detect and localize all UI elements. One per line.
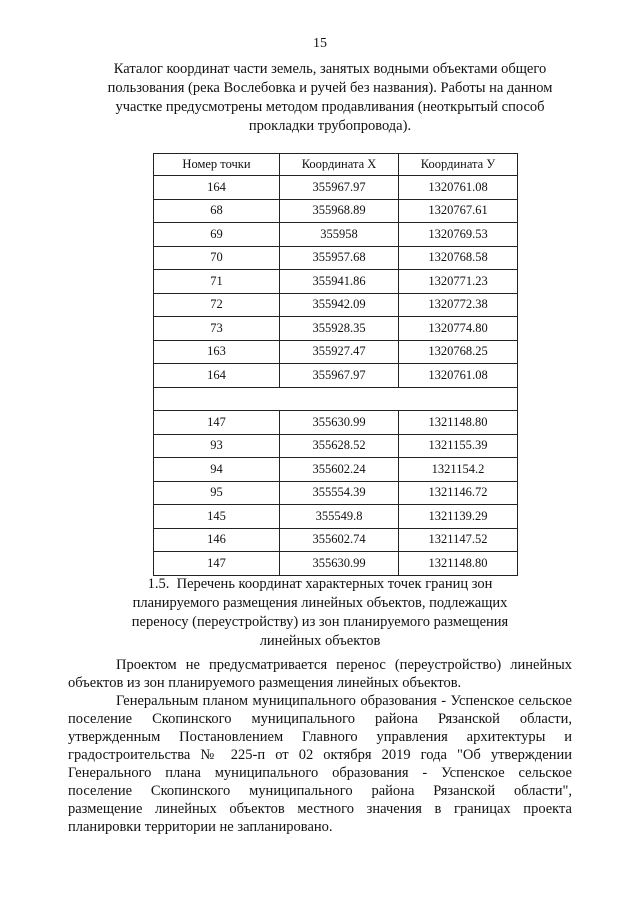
cell-point-number: 94 [154,458,280,482]
cell-coordinate-x: 355602.74 [280,528,399,552]
table-row [154,340,518,364]
cell-coordinate-y: 1320761.08 [399,176,518,200]
cell-coordinate-x: 355942.09 [280,293,399,317]
table-row [154,223,518,247]
table-caption: Каталог координат части земель, занятых водными объектами общего пользования (река Вослебовка и ручей без названия). Работы на данном участке предусмотрены методом продавливания (неоткрытый способ прокладки трубопровода). [107,61,553,134]
cell-point-number: 71 [154,270,280,294]
cell-coordinate-x: 355554.39 [280,481,399,505]
table-body [154,176,518,576]
cell-point-number: 146 [154,528,280,552]
cell-coordinate-x: 355968.89 [280,199,399,223]
paragraph-no-relocation: Проектом не предусматривается перенос (переустройство) линейных объектов из зон планируемого размещения линейных объектов. [68,657,572,691]
table-separator-row [154,387,518,411]
cell-point-number: 73 [154,317,280,341]
cell-coordinate-x: 355549.8 [280,505,399,529]
cell-point-number: 68 [154,199,280,223]
table-row [154,505,518,529]
table-row [154,481,518,505]
table-row [154,434,518,458]
cell-point-number: 72 [154,293,280,317]
cell-coordinate-x: 355927.47 [280,340,399,364]
cell-coordinate-x: 355630.99 [280,552,399,576]
cell-point-number: 95 [154,481,280,505]
cell-coordinate-x: 355630.99 [280,411,399,435]
section-number: 1.5. [147,576,170,592]
cell-coordinate-x: 355967.97 [280,364,399,388]
section-title: Перечень координат характерных точек границ зон планируемого размещения линейных объектов, подлежащих переносу (переустройству) из зон планируемого размещения линейных объектов [131,576,509,649]
cell-coordinate-y: 1320772.38 [399,293,518,317]
cell-coordinate-y: 1321148.80 [399,552,518,576]
header-coordinate-y: Координата У [399,154,518,176]
separator-cell [154,387,518,411]
cell-coordinate-y: 1320771.23 [399,270,518,294]
header-point-number: Номер точки [154,154,280,176]
cell-coordinate-y: 1320761.08 [399,364,518,388]
page-number: 15 [313,36,327,51]
table-row [154,246,518,270]
cell-point-number: 69 [154,223,280,247]
cell-coordinate-x: 355957.68 [280,246,399,270]
table-row [154,176,518,200]
cell-coordinate-y: 1320769.53 [399,223,518,247]
cell-coordinate-y: 1321139.29 [399,505,518,529]
cell-coordinate-y: 1321147.52 [399,528,518,552]
cell-coordinate-y: 1320767.61 [399,199,518,223]
cell-coordinate-x: 355928.35 [280,317,399,341]
cell-coordinate-y: 1321146.72 [399,481,518,505]
table-row [154,411,518,435]
table-row [154,552,518,576]
cell-coordinate-y: 1320774.80 [399,317,518,341]
table-row [154,458,518,482]
table-row [154,199,518,223]
cell-point-number: 164 [154,176,280,200]
paragraph-general-plan: Генеральным планом муниципального образования - Успенское сельское поселение Скопинского муниципального района Рязанской области, утвержденным Постановлением Главного управления архитектуры и градостроительства № 225-п от 02 октября 2019 года "Об утверждении Генерального плана муниципального образования - Успенское сельское поселение Скопинского муниципального района Рязанской области", размещение линейных объектов местного значения в границах проекта планировки территории не запланировано. [68,693,572,835]
cell-point-number: 163 [154,340,280,364]
table-row [154,364,518,388]
table-row [154,270,518,294]
cell-point-number: 93 [154,434,280,458]
cell-coordinate-x: 355941.86 [280,270,399,294]
cell-coordinate-y: 1321148.80 [399,411,518,435]
table-row [154,528,518,552]
table-row [154,293,518,317]
cell-point-number: 147 [154,552,280,576]
cell-point-number: 147 [154,411,280,435]
cell-point-number: 145 [154,505,280,529]
cell-coordinate-x: 355967.97 [280,176,399,200]
cell-coordinate-x: 355628.52 [280,434,399,458]
cell-coordinate-y: 1320768.58 [399,246,518,270]
cell-point-number: 164 [154,364,280,388]
coordinates-table [153,153,518,576]
cell-coordinate-y: 1320768.25 [399,340,518,364]
table-row [154,317,518,341]
cell-coordinate-y: 1321155.39 [399,434,518,458]
header-coordinate-x: Координата X [280,154,399,176]
cell-point-number: 70 [154,246,280,270]
cell-coordinate-x: 355958 [280,223,399,247]
cell-coordinate-x: 355602.24 [280,458,399,482]
table-header-row [154,154,518,176]
section-heading [110,575,530,651]
cell-coordinate-y: 1321154.2 [399,458,518,482]
